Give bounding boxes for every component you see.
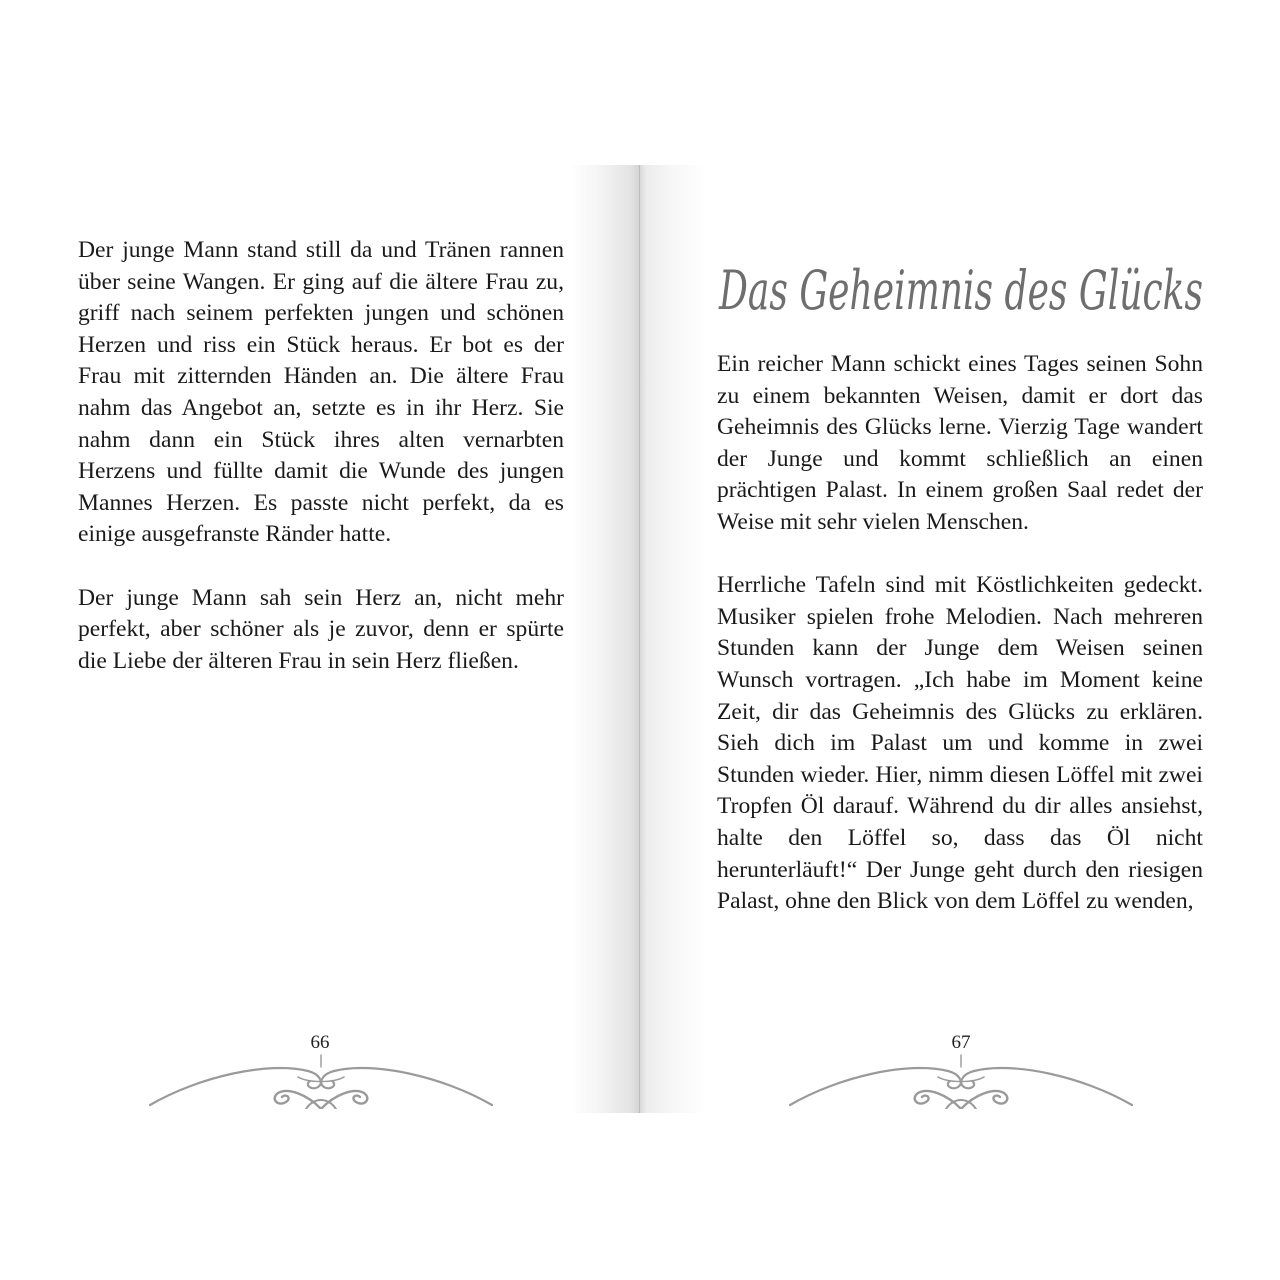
page-number-right: 67: [951, 1032, 971, 1053]
right-paragraph-1: Ein reicher Mann schickt eines Tages seinen Sohn zu einem bekannten Weisen, damit er dort das Geheimnis des Glücks lerne. Vierzig Tage wandert der Junge und kommt schließlich an einen prächtigen Palast. In einem großen Saal redet der Weise mit sehr vielen Menschen.: [717, 351, 1203, 535]
right-page-text: [717, 349, 1203, 918]
left-paragraph-2: Der junge Mann sah sein Herz an, nicht mehr perfekt, aber schöner als je zuvor, denn er spürte die Liebe der älteren Frau in sein Herz fließen.: [78, 584, 564, 674]
right-paragraph-2: Herrliche Tafeln sind mit Köstlichkeiten gedeckt. Musiker spielen frohe Melodien. Nach mehreren Stunden kann der Junge dem Weisen seinen Wunsch vortragen. „Ich habe im Moment keine Zeit, dir das Geheimnis des Glücks zu erklären. Sieh dich im Palast um und komme in zwei Stunden wieder. Hier, nimm diesen Löffel mit zwei Tropfen Öl darauf. Während du dir alles ansiehst, halte den Löffel so, dass das Öl nicht herunterläuft!“ Der Junge geht durch den riesigen Palast, ohne den Blick von dem Löffel zu wenden,: [717, 572, 1203, 915]
chapter-title-text: Das Geheimnis des Glücks: [718, 259, 1203, 322]
chapter-title: [717, 237, 1207, 337]
right-page: [640, 165, 1280, 1113]
page-number-left: 66: [310, 1032, 330, 1053]
open-book: [0, 165, 1280, 1113]
left-page-text: [78, 235, 564, 677]
flourish-ornament-icon: [788, 1047, 1134, 1109]
book-spine: [639, 165, 640, 1113]
left-page: [0, 165, 640, 1113]
left-paragraph-1: Der junge Mann stand still da und Tränen rannen über seine Wangen. Er ging auf die ältere Frau zu, griff nach seinem perfekten jungen und schönen Herzen und riss ein Stück heraus. Er bot es der Frau mit zitternden Händen an. Die ältere Frau nahm das Angebot an, setzte es in ihr Herz. Sie nahm dann ein Stück ihres alten vernarbten Herzens und füllte damit die Wunde des jungen Mannes Herzen. Es passte nicht perfekt, da es einige ausgefranste Ränder hatte.: [78, 237, 564, 548]
flourish-ornament-icon: [148, 1047, 494, 1109]
